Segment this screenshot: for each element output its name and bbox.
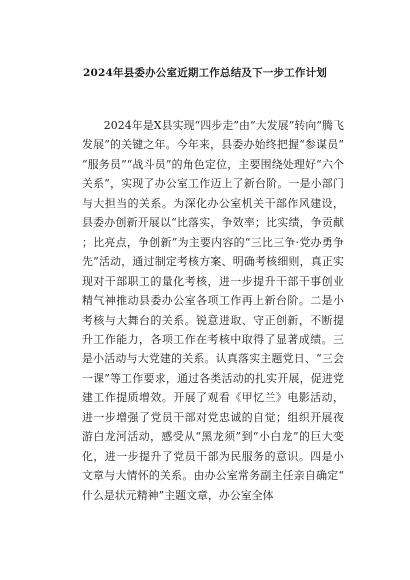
document-title: 2024年县委办公室近期工作总结及下一步工作计划 (82, 67, 328, 79)
document-paragraph: 2024年是X县实现“四步走”由“大发展”转向“腾飞发展”的关键之年。今年来，县委办始终把握“参谋员”“服务员”“战斗员”的角色定位，主要围绕处理好“六个关系”，实现了办公室工作迈上了新台阶。一是小部门与大担当的关系。为深化办公室机关干部作风建设，县委办创新开展以“比落实，争效率；比实绩，争贡献；比亮点，争创新”为主要内容的“三比三争·党办勇争先”活动，通过制定考核方案、明确考核细则，真正实现对干部职工的量化考核，进一步提升干部干事创业精气神推动县委办公室各项工作再上新台阶。二是小考核与大舞台的关系。锐意进取、守正创新，不断提升工作能力，各项工作在考核中取得了显著成绩。三是小活动与大党建的关系。认真落实主题党日、“三会一课”等工作要求，通过各类活动的扎实开展，促进党建工作提质增效。开展了观看《甲忆兰》电影活动，进一步增强了党员干部对党忠诚的自觉；组织开展夜游白龙河活动，感受从“黑龙须”到“小白龙”的巨大变化，进一步提升了党员干部为民服务的意识。四是小文章与大情怀的关系。由办公室常务副主任亲自确定“什么是状元精神”主题文章，办公室全体 (82, 119, 344, 502)
